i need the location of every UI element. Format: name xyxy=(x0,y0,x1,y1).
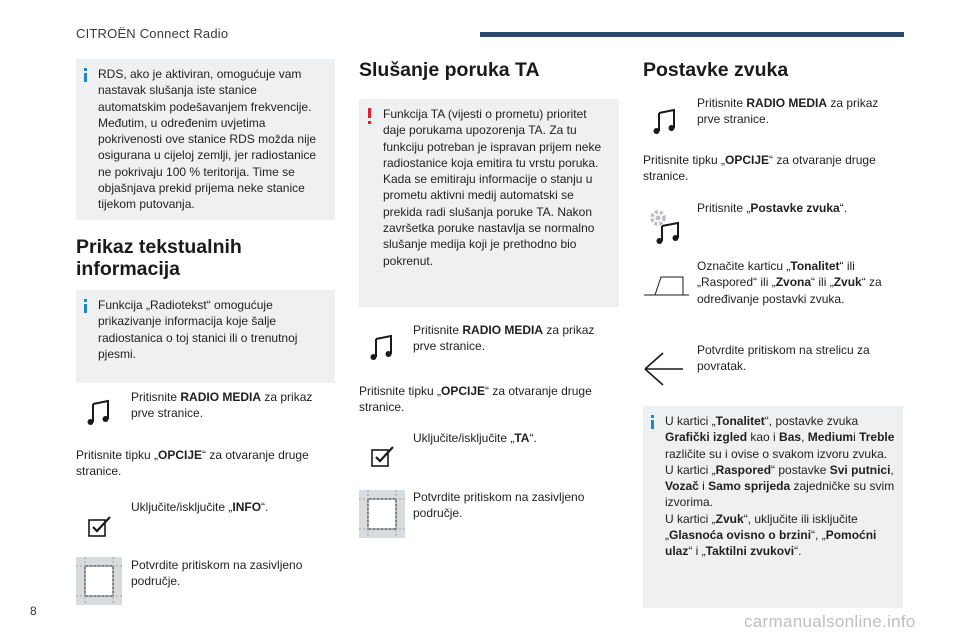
sound-info-note xyxy=(643,406,903,608)
col2-step3: Uključite/isključite „TA“. xyxy=(413,431,537,445)
watermark-logo: carmanualsonline.info xyxy=(744,612,916,631)
section-title-ta: Slušanje poruka TA xyxy=(359,59,540,81)
rds-info-note xyxy=(76,59,335,220)
col1-step4: Potvrdite pritiskom na zasivljeno područje. xyxy=(131,558,303,589)
checkbox-icon xyxy=(88,515,112,537)
col2-step1: Pritisnite RADIO MEDIA za prikaz prve stranice. xyxy=(413,323,595,354)
col3-step2: Pritisnite tipku „OPCIJE“ za otvaranje druge stranice. xyxy=(643,153,876,184)
col1-step2: Pritisnite tipku „OPCIJE“ za otvaranje druge stranice. xyxy=(76,448,309,479)
col3-step1: Pritisnite RADIO MEDIA za prikaz prve stranice. xyxy=(697,96,879,127)
grayed-area-icon xyxy=(359,490,405,538)
back-arrow-icon xyxy=(643,350,685,388)
section-title-text-info: Prikaz tekstualnih informacija xyxy=(76,236,242,280)
sound-settings-icon xyxy=(648,205,684,245)
grayed-area-icon xyxy=(76,557,122,605)
col3-step5: Potvrdite pritiskom na strelicu za povratak. xyxy=(697,343,870,374)
info-icon xyxy=(84,68,87,82)
sound-note-para-1: U kartici „Tonalitet“, postavke zvuka Grafički izgled kao i Bas, Mediumi Treble različite su i ovise o svakom izvoru zvuka. xyxy=(665,414,895,461)
page-number: 8 xyxy=(30,604,37,618)
col1-step3: Uključite/isključite „INFO“. xyxy=(131,500,269,514)
music-note-icon xyxy=(652,107,678,135)
checkbox-icon xyxy=(371,445,395,467)
ta-warning-text: Funkcija TA (vijesti o prometu) prioritet daje porukama upozorenja TA. Za tu funkciju potreban je ispravan prijem neke radiostanice koja emitira tu vrstu poruka. Kada se emitiraju informacije o stanju u prometu aktivni medij automatski se prekida radi slušanja poruke TA. Nakon završetka poruke nastavlja se normalno slušanje medija koji je prethodno bio pokrenut. xyxy=(383,107,602,268)
col1-step1: Pritisnite RADIO MEDIA za prikaz prve stranice. xyxy=(131,390,313,421)
music-note-icon xyxy=(86,398,112,426)
radiotext-info-note xyxy=(76,290,335,383)
header-bar xyxy=(480,32,904,37)
header-title: CITROËN Connect Radio xyxy=(76,26,229,41)
radiotext-note-text: Funkcija „Radiotekst“ omogućuje prikazivanje informacija koje šalje radiostanica o toj stanici ili o trenutnoj pjesmi. xyxy=(98,298,298,361)
col2-step4: Potvrdite pritiskom na zasivljeno područje. xyxy=(413,490,585,521)
rds-note-text: RDS, ako je aktiviran, omogućuje vam nastavak slušanja iste stanice automatskim podešavanjem frekvencije. Međutim, u određenim uvjetima pokrivenosti ove stanice RDS možda nije osigurana u cijeloj zemlji, jer radiostanice ne pokrivaju 100 % teritorija. Time se objašnjava prekid prijema neke stanice tijekom putovanja. xyxy=(98,67,317,212)
warning-icon xyxy=(368,108,371,124)
tab-icon xyxy=(643,275,691,297)
sound-note-para-3: U kartici „Zvuk“, uključite ili isključite „Glasnoća ovisno o brzini“, „Pomoćni ulaz“ i „Taktilni zvukovi“. xyxy=(665,511,877,559)
music-note-icon xyxy=(369,333,395,361)
info-icon xyxy=(651,415,654,429)
sound-note-para-2: U kartici „Raspored“ postavke Svi putnici, Vozač i Samo sprijeda zajedničke su svim izvorima. xyxy=(665,462,895,510)
col3-step4: Označite karticu „Tonalitet“ ili „Raspored“ ili „Zvona“ ili „Zvuk“ za određivanje postavki zvuka. xyxy=(697,259,882,306)
info-icon xyxy=(84,299,87,313)
section-title-sound: Postavke zvuka xyxy=(643,59,789,81)
ta-warning-note xyxy=(359,99,619,307)
col3-step3: Pritisnite „Postavke zvuka“. xyxy=(697,201,848,215)
col2-step2: Pritisnite tipku „OPCIJE“ za otvaranje druge stranice. xyxy=(359,384,592,415)
